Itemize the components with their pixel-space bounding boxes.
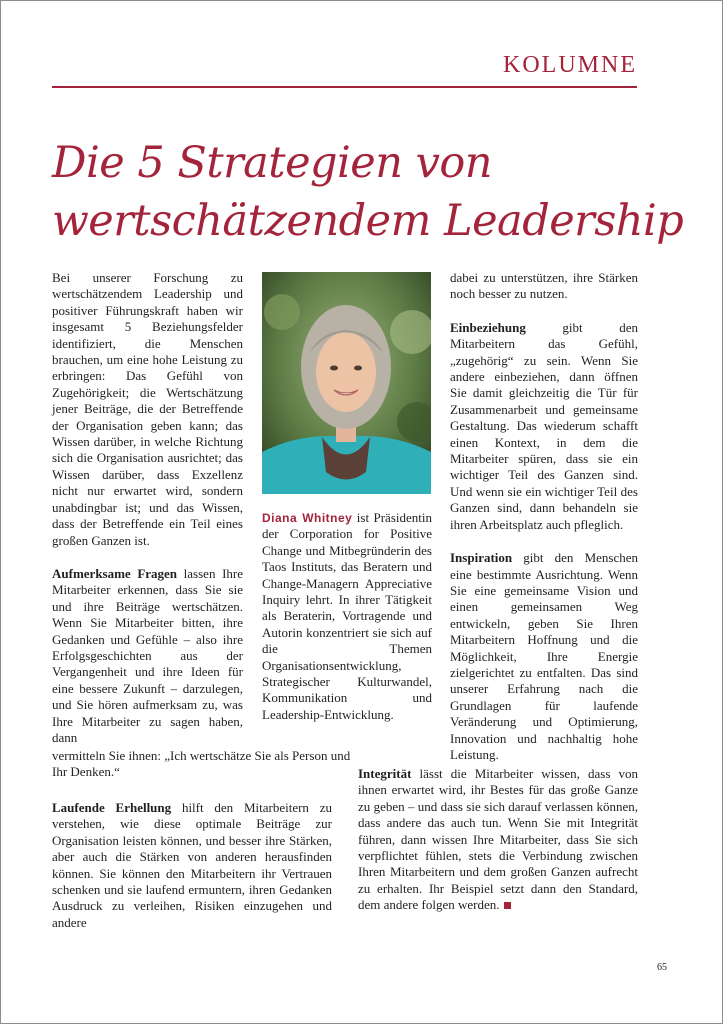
author-portrait-photo: [262, 272, 431, 494]
intro-paragraph: Bei unserer Forschung zu wertschätzendem Leadership und positiver Führungskraft haben wir insgesamt 5 Beziehungsfelder identifiziert, die Menschen brauchen, um eine hohe Leistung zu erbringen: Das Gefühl von Zugehörigkeit; die Wertschätzung jener Beiträge, die der Betreffende der Organisation geben kann; das Wissen darüber, in welche Richtung sich die Organisation ausrichtet; das Wissen darüber, dass Exzellenz nicht nur erwartet wird, sondern unabdingbar ist; und das Wissen, dass der Betreffende ein Teil eines großen Ganzen ist.: [52, 270, 243, 548]
column-right: [450, 270, 638, 780]
headline-line-2: wertschätzendem Leadership: [52, 196, 684, 246]
section-kicker: KOLUMNE: [503, 52, 637, 78]
heading-fragen: Aufmerksame Fragen: [52, 565, 178, 581]
portrait-illustration: [262, 272, 431, 494]
paragraph-inspiration: [450, 550, 638, 763]
heading-integritaet: Integrität: [358, 766, 412, 781]
column-left: [52, 270, 243, 763]
heading-inspiration: Inspiration: [450, 550, 513, 566]
headline-line-1: Die 5 Strategien von: [52, 138, 492, 188]
column-bottom-right: [358, 766, 638, 931]
paragraph-einbeziehung: [450, 320, 638, 533]
paragraph-erhellung-continuation: dabei zu unterstützen, ihre Stärken noch besser zu nutzen.: [450, 270, 638, 302]
paragraph-integritaet: [358, 766, 638, 914]
article-headline: [52, 134, 684, 250]
page-number: 65: [657, 962, 667, 973]
author-name: Diana Whitney: [262, 511, 353, 525]
header-rule: [52, 86, 637, 88]
text-einbeziehung: gibt den Mitarbeitern das Gefühl, „zugehörig“ zu sein. Wenn Sie andere einbeziehen, dann öffnen Sie damit gleichzeitig die Tür für Zusammenarbeit und gemeinsame Gestaltung. Das wiederum schafft einen Kontext, in dem die Mitarbeiter spüren, dass sie ein wichtiger Teil des Ganzen sind. Und wenn sie ein wichtiger Teil des Ganzen sind, dann behandeln sie ihren Arbeitsplatz auch pfleglich.: [450, 319, 638, 532]
author-bio-text: ist Präsidentin der Corporation for Positive Change und Mitbegründerin des Taos Instituts, das Beratern und Change-Managern Appreciative Inquiry lehrt. In ihrer Tätigkeit als Beraterin, Vortragende und Autorin konzentriert sie sich auf die Themen Organisationsentwicklung, Strategischer Kulturwandel, Kommunikation und Leadership-Entwicklung.: [262, 510, 432, 722]
end-of-article-mark: [504, 902, 511, 909]
heading-einbeziehung: Einbeziehung: [450, 319, 526, 335]
author-bio: [262, 510, 432, 723]
text-erhellung: hilft den Mitarbeitern zu verstehen, wie diese optimale Beiträge zur Organisation leisten können, und besser ihre Stärken, aber auch die Stärken von anderen herausfinden können. Sie können den Mitarbeitern ihr Vertrauen schenken und sie laufend ermuntern, ihren Gedanken Ausdruck zu verleihen, Risiken einzugehen und andere: [52, 800, 332, 930]
paragraph-erhellung: [52, 800, 332, 931]
paragraph-fragen: [52, 566, 243, 746]
column-middle-bio: [262, 510, 432, 740]
paragraph-fragen-continuation: vermitteln Sie ihnen: „Ich wertschätze Sie als Person und Ihr Denken.“: [52, 748, 351, 780]
heading-erhellung: Laufende Erhellung: [52, 800, 172, 815]
text-inspiration: gibt den Menschen eine bestimmte Ausrichtung. Wenn Sie eine gemeinsame Vision und einen gemeinsamen Weg entwickeln, geben Sie Ihren Mitarbeitern Hoffnung und die Möglichkeit, Ihre Energie zielgerichtet zu entfalten. Das sind unserer Erfahrung nach die Grundlagen für laufende Veränderung und Optimierung, Innovation und nachhaltig hohe Leistung.: [450, 550, 638, 762]
text-fragen: lassen Ihre Mitarbeiter erkennen, dass Sie sie und ihre Beiträge wertschätzen. Wenn Sie Mitarbeiter bitten, ihre Gedanken und Gefühle – also ihre Erfolgsgeschichten aus der Vergangenheit und ihre Ideen für eine bessere Zukunft – darzulegen, und Sie hören aufmerksam zu, was Ihre Mitarbeiter zu sagen haben, dann: [52, 565, 243, 745]
text-integritaet: lässt die Mitarbeiter wissen, dass von ihnen erwartet wird, ihr Bestes für das große Ganze zu geben – und dass sie sich darauf verlassen können, dass andere das auch tun. Wenn Sie mit Integrität führen, dann wissen Ihre Mitarbeiter, dass Sie sich verpflichtet fühlen, stets die Verbindung zwischen Ihren Mitarbeitern und dem großen Ganzen aufrecht zu erhalten. Ihr Beispiel setzt dann den Standard, dem andere folgen werden.: [358, 766, 638, 913]
column-bottom-left: [52, 800, 332, 948]
